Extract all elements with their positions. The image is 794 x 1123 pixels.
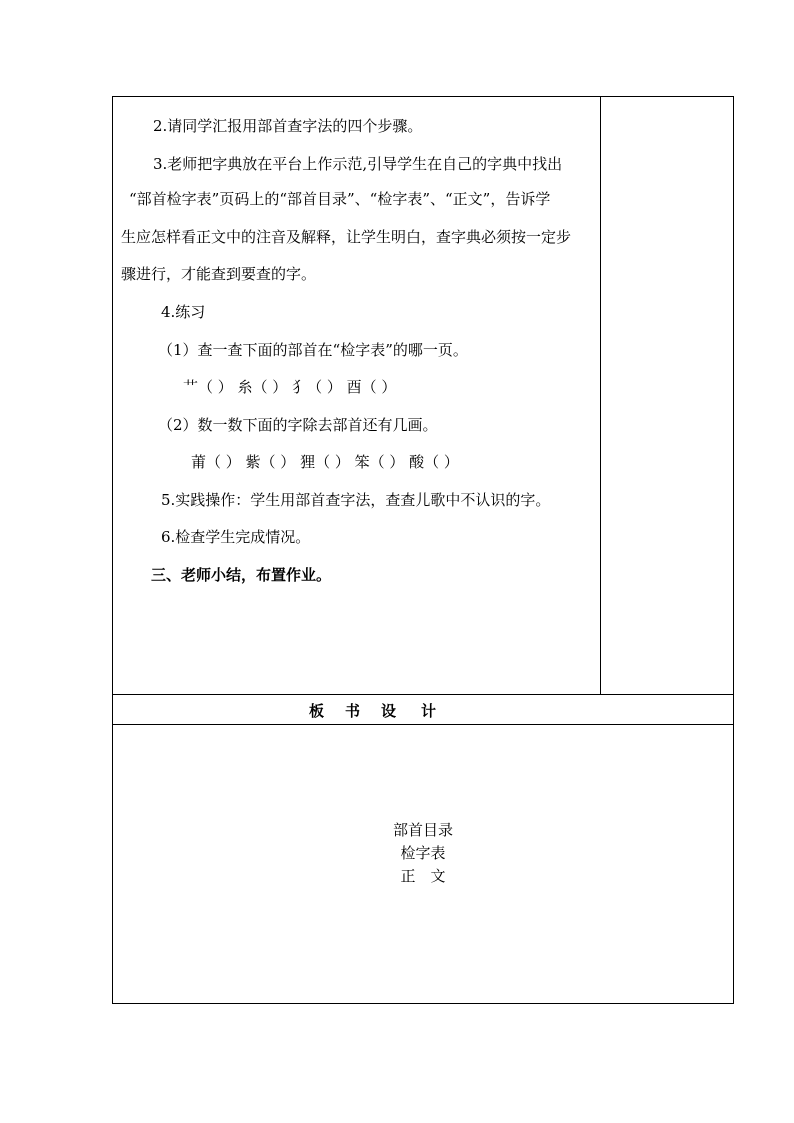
step-3-text-cont-1: “部首检字表”页码上的“部首目录”、“检字表”、“正文”，告诉学 bbox=[129, 190, 551, 208]
row-divider-bottom bbox=[113, 724, 733, 725]
teaching-process-cell bbox=[113, 97, 600, 694]
step-4-heading: 4.练习 bbox=[161, 303, 206, 321]
step-3-text-cont-2: 生应怎样看正文中的注音及解释，让学生明白，查字典必须按一定步 bbox=[121, 228, 572, 246]
board-design-content bbox=[113, 819, 733, 888]
board-title-char-2: 书 bbox=[345, 702, 361, 720]
step-2-text: 2.请同学汇报用部首查字法的四个步骤。 bbox=[153, 117, 423, 135]
exercise-1-text: （1）查一查下面的部首在“检字表”的哪一页。 bbox=[158, 341, 468, 359]
board-title-char-4: 计 bbox=[421, 702, 437, 720]
row-divider-top bbox=[113, 694, 733, 695]
board-title-char-3: 设 bbox=[381, 702, 397, 720]
step-3-text-cont-3: 骤进行，才能查到要查的字。 bbox=[121, 265, 317, 283]
exercise-2-text: （2）数一数下面的字除去部首还有几画。 bbox=[158, 416, 438, 434]
board-title-char-1: 板 bbox=[309, 702, 325, 720]
column-divider bbox=[600, 97, 601, 694]
lesson-plan-table bbox=[112, 96, 734, 1004]
step-3-text: 3.老师把字典放在平台上作示范,引导学生在自己的字典中找出 bbox=[153, 155, 563, 173]
board-line-2: 检字表 bbox=[400, 844, 446, 862]
step-6-text: 6.检查学生完成情况。 bbox=[161, 528, 311, 546]
exercise-1-radicals: 艹（ ） 糸（ ） 犭（ ） 酉（ ） bbox=[183, 378, 397, 396]
board-line-1: 部首目录 bbox=[392, 821, 453, 839]
exercise-2-characters: 莆（ ） 紫（ ） 狸（ ） 笨（ ） 酸（ ） bbox=[191, 453, 459, 471]
board-line-3: 正 文 bbox=[400, 867, 446, 885]
section-3-heading: 三、老师小结，布置作业。 bbox=[151, 566, 332, 584]
step-5-text: 5.实践操作：学生用部首查字法，查查儿歌中不认识的字。 bbox=[161, 491, 551, 509]
